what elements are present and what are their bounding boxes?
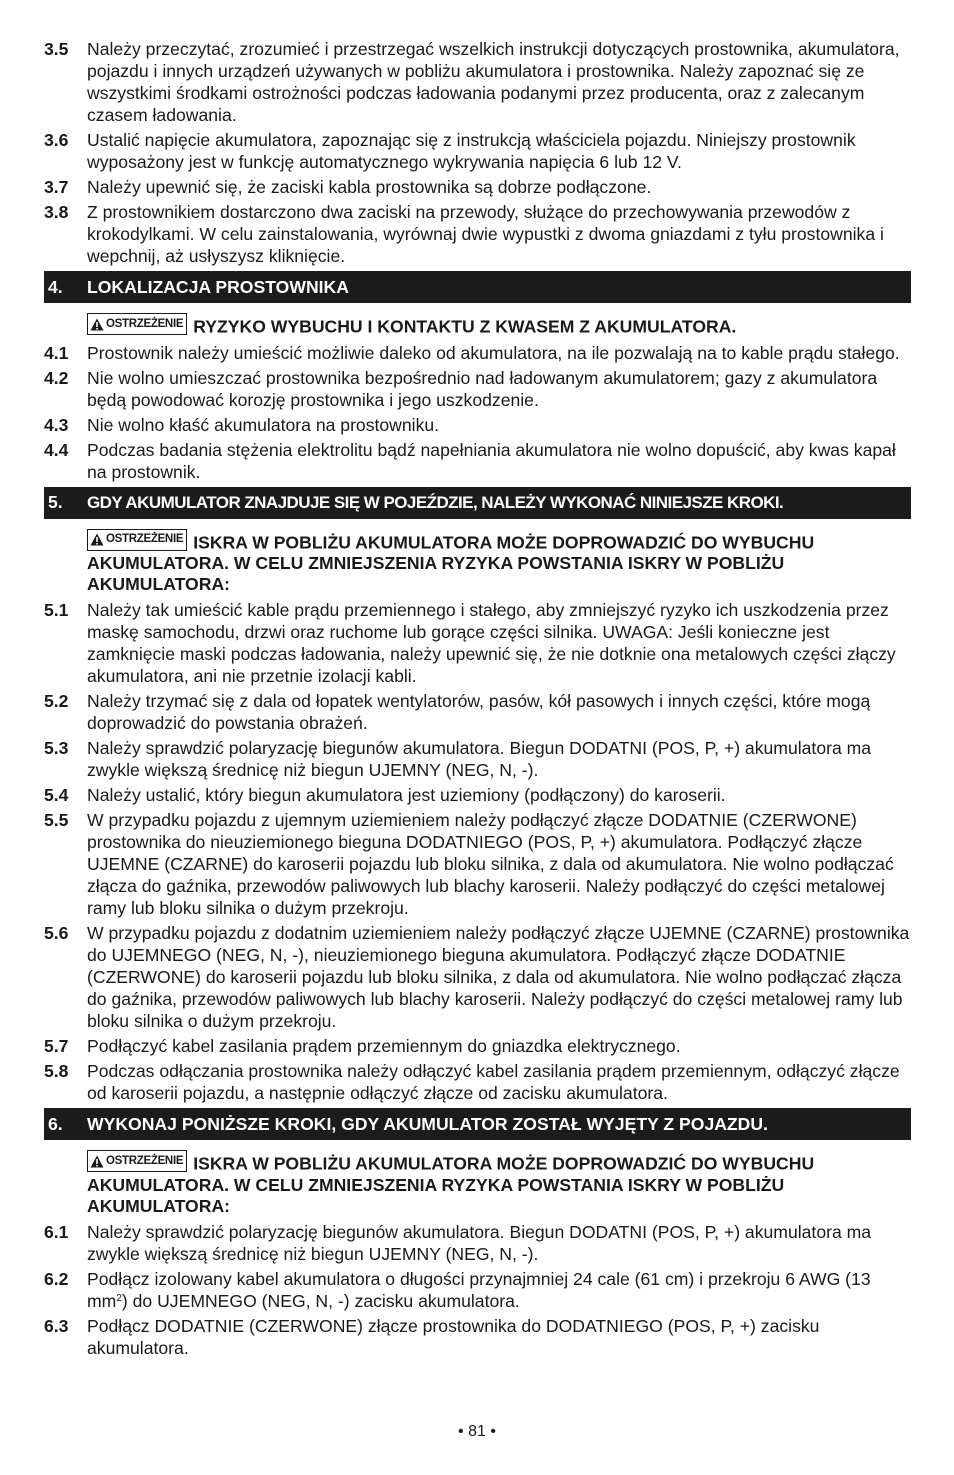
list-item-4-2 [44, 367, 911, 411]
item-text: Należy trzymać się z dala od łopatek wentylatorów, pasów, kół pasowych i innych części, które mogą doprowadzić do powstania obrażeń. [87, 691, 871, 733]
section-title: LOKALIZACJA PROSTOWNIKA [87, 276, 349, 297]
item-number: 5.8 [44, 1061, 69, 1081]
list-item-4-1 [44, 342, 911, 364]
item-number: 5.6 [44, 923, 69, 943]
item-number: 4.4 [44, 439, 69, 460]
item-number: 6.3 [44, 1315, 69, 1336]
warning-text: ISKRA W POBLIŻU AKUMULATORA MOŻE DOPROWADZIĆ DO WYBUCHU AKUMULATORA. W CELU ZMNIEJSZENIA RYZYKA POWSTANIA ISKRY W POBLIŻU AKUMULATORA: [87, 532, 815, 594]
warning-badge [87, 1150, 187, 1172]
list-item-5-1 [44, 599, 911, 687]
warning-text: ISKRA W POBLIŻU AKUMULATORA MOŻE DOPROWADZIĆ DO WYBUCHU AKUMULATORA. W CELU ZMNIEJSZENIA RYZYKA POWSTANIA ISKRY W POBLIŻU AKUMULATORA: [87, 1153, 815, 1216]
item-text: W przypadku pojazdu z dodatnim uziemieniem należy podłączyć złącze UJEMNE (CZARNE) prostownika do UJEMNEGO (NEG, N, -), nieuziemionego bieguna akumulatora. Podłączyć złącze DODATNIE (CZERWONE) do karoserii pojazdu lub bloku silnika, z dala od akumulatora. Nie wolno podłączać złącza do gaźnika, przewodów paliwowych lub blachy karoserii. Należy podłączyć do części metalowej ramy lub bloku silnika o dużym przekroju. [87, 923, 910, 1031]
item-number: 4.2 [44, 367, 69, 388]
item-number: 3.5 [44, 39, 69, 59]
item-text [87, 1268, 911, 1312]
warning-badge [87, 529, 187, 551]
list-item-6-3 [44, 1315, 911, 1359]
item-text: Należy upewnić się, że zaciski kabla prostownika są dobrze podłączone. [87, 177, 652, 197]
warning-badge-label: OSTRZEŻENIE [106, 1154, 184, 1167]
item-number: 5.1 [44, 600, 69, 620]
page-number: • 81 • [458, 1423, 496, 1440]
item-number: 3.7 [44, 177, 69, 197]
list-item-4-4 [44, 439, 911, 483]
item-number: 5.5 [44, 810, 69, 830]
item-number: 4.3 [44, 414, 69, 435]
list-item-3-5 [44, 38, 911, 126]
list-item-4-3 [44, 414, 911, 436]
warning-badge [87, 313, 187, 335]
document-page [44, 38, 911, 1362]
list-item-5-3 [44, 737, 911, 781]
warning-triangle-icon [90, 533, 104, 546]
item-number: 4.1 [44, 342, 69, 363]
item-text: Należy ustalić, który biegun akumulatora jest uziemiony (podłączony) do karoserii. [87, 785, 726, 805]
item-text: Należy sprawdzić polaryzację biegunów akumulatora. Biegun DODATNI (POS, P, +) akumulatora ma zwykle większą średnicę niż biegun UJEMNY (NEG, N, -). [87, 738, 872, 780]
item-number: 5.3 [44, 738, 69, 758]
item-text: Nie wolno kłaść akumulatora na prostowniku. [87, 414, 440, 435]
warning-badge-label: OSTRZEŻENIE [106, 533, 184, 545]
item-text: Prostownik należy umieścić możliwie daleko od akumulatora, na ile pozwalają na to kable prądu stałego. [87, 342, 900, 363]
list-item-5-5 [44, 809, 911, 919]
list-item-3-6 [44, 129, 911, 173]
warning-triangle-icon [90, 318, 104, 331]
section-header-4 [44, 271, 911, 303]
section-title: GDY AKUMULATOR ZNAJDUJE SIĘ W POJEŹDZIE, NALEŻY WYKONAĆ NINIEJSZE KROKI. [87, 492, 784, 512]
item-text: Podłączyć kabel zasilania prądem przemiennym do gniazdka elektrycznego. [87, 1036, 681, 1056]
item-number: 6.1 [44, 1221, 69, 1242]
section-number: 6. [48, 1113, 63, 1134]
item-number: 5.4 [44, 785, 69, 805]
item-text: Podłącz DODATNIE (CZERWONE) złącze prostownika do DODATNIEGO (POS, P, +) zacisku akumulatora. [87, 1315, 820, 1358]
item-text: Podczas odłączania prostownika należy odłączyć kabel zasilania prądem przemiennym, odłączyć złącze od karoserii pojazdu, a następnie odłączyć złącze od zacisku akumulatora. [87, 1061, 900, 1103]
item-text: Należy przeczytać, zrozumieć i przestrzegać wszelkich instrukcji dotyczących prostownika, akumulatora, pojazdu i innych urządzeń używanych w pobliżu akumulatora i prostownika. Należy zapoznać się ze wszystkimi środkami ostrożności podczas ładowania podanymi przez producenta, oraz z zalecanym czasem ładowania. [87, 39, 900, 125]
list-item-5-6 [44, 922, 911, 1032]
list-item-5-7 [44, 1035, 911, 1057]
section-number: 5. [48, 492, 63, 512]
item-number: 3.6 [44, 130, 69, 150]
list-item-3-7 [44, 176, 911, 198]
warning-block-6 [87, 1150, 911, 1217]
warning-badge-label: OSTRZEŻENIE [106, 317, 184, 330]
warning-text: RYZYKO WYBUCHU I KONTAKTU Z KWASEM Z AKUMULATORA. [193, 316, 737, 337]
warning-block-4 [87, 313, 911, 338]
section-header-6 [44, 1108, 911, 1140]
item-text: Z prostownikiem dostarczono dwa zaciski na przewody, służące do przechowywania przewodów z krokodylkami. W celu zainstalowania, wyrównaj dwie wypustki z dwoma gniazdami z tyłu prostownika i wepchnij, aż usłyszysz kliknięcie. [87, 202, 884, 266]
item-number: 5.7 [44, 1036, 69, 1056]
item-text: Nie wolno umieszczać prostownika bezpośrednio nad ładowanym akumulatorem; gazy z akumulatora będą powodować korozję prostownika i jego uszkodzenie. [87, 367, 878, 410]
list-item-3-8 [44, 201, 911, 267]
item-text: Należy tak umieścić kable prądu przemiennego i stałego, aby zmniejszyć ryzyko ich uszkodzenia przez maskę samochodu, drzwi oraz ruchome lub gorące części silnika. UWAGA: Jeśli konieczne jest zamknięcie maski podczas ładowania, należy upewnić się, że nie dotknie ona metalowych części złączy akumulatora, ani nie przetnie izolacji kabli. [87, 600, 896, 686]
list-item-5-2 [44, 690, 911, 734]
item-number: 5.2 [44, 691, 69, 711]
item-text-part: Podłącz izolowany kabel akumulatora o długości przynajmniej 24 cale (61 cm) i przekroju 6 AWG (13 mm [87, 1268, 871, 1311]
list-item-5-8 [44, 1060, 911, 1104]
warning-triangle-icon [90, 1155, 104, 1168]
item-text-part: ) do UJEMNEGO (NEG, N, -) zacisku akumulatora. [121, 1290, 520, 1311]
section-header-5 [44, 487, 911, 519]
list-item-6-2 [44, 1268, 911, 1312]
item-number: 6.2 [44, 1268, 69, 1289]
section-number: 4. [48, 276, 63, 297]
section-title: WYKONAJ PONIŻSZE KROKI, GDY AKUMULATOR ZOSTAŁ WYJĘTY Z POJAZDU. [87, 1113, 768, 1134]
superscript: 2 [116, 1292, 122, 1304]
list-item-6-1 [44, 1221, 911, 1265]
item-text: Podczas badania stężenia elektrolitu bądź napełniania akumulatora nie wolno dopuścić, aby kwas kapał na prostownik. [87, 439, 896, 482]
warning-block-5 [87, 529, 911, 596]
item-number: 3.8 [44, 202, 69, 222]
item-text: Należy sprawdzić polaryzację biegunów akumulatora. Biegun DODATNI (POS, P, +) akumulatora ma zwykle większą średnicę niż biegun UJEMNY (NEG, N, -). [87, 1221, 872, 1264]
list-item-5-4 [44, 784, 911, 806]
item-text: W przypadku pojazdu z ujemnym uziemieniem należy podłączyć złącze DODATNIE (CZERWONE) prostownika do nieuziemionego bieguna DODATNIEGO (POS, P, +) akumulatora. Podłączyć złącze UJEMNE (CZARNE) do karoserii pojazdu lub bloku silnika, z dala od akumulatora. Nie wolno podłączać złącza do gaźnika, przewodów paliwowych lub blachy karoserii. Należy podłączyć do części metalowej ramy lub bloku silnika o dużym przekroju. [87, 810, 894, 918]
item-text: Ustalić napięcie akumulatora, zapoznając się z instrukcją właściciela pojazdu. Niniejszy prostownik wyposażony jest w funkcję automatycznego wykrywania napięcia 6 lub 12 V. [87, 130, 856, 172]
